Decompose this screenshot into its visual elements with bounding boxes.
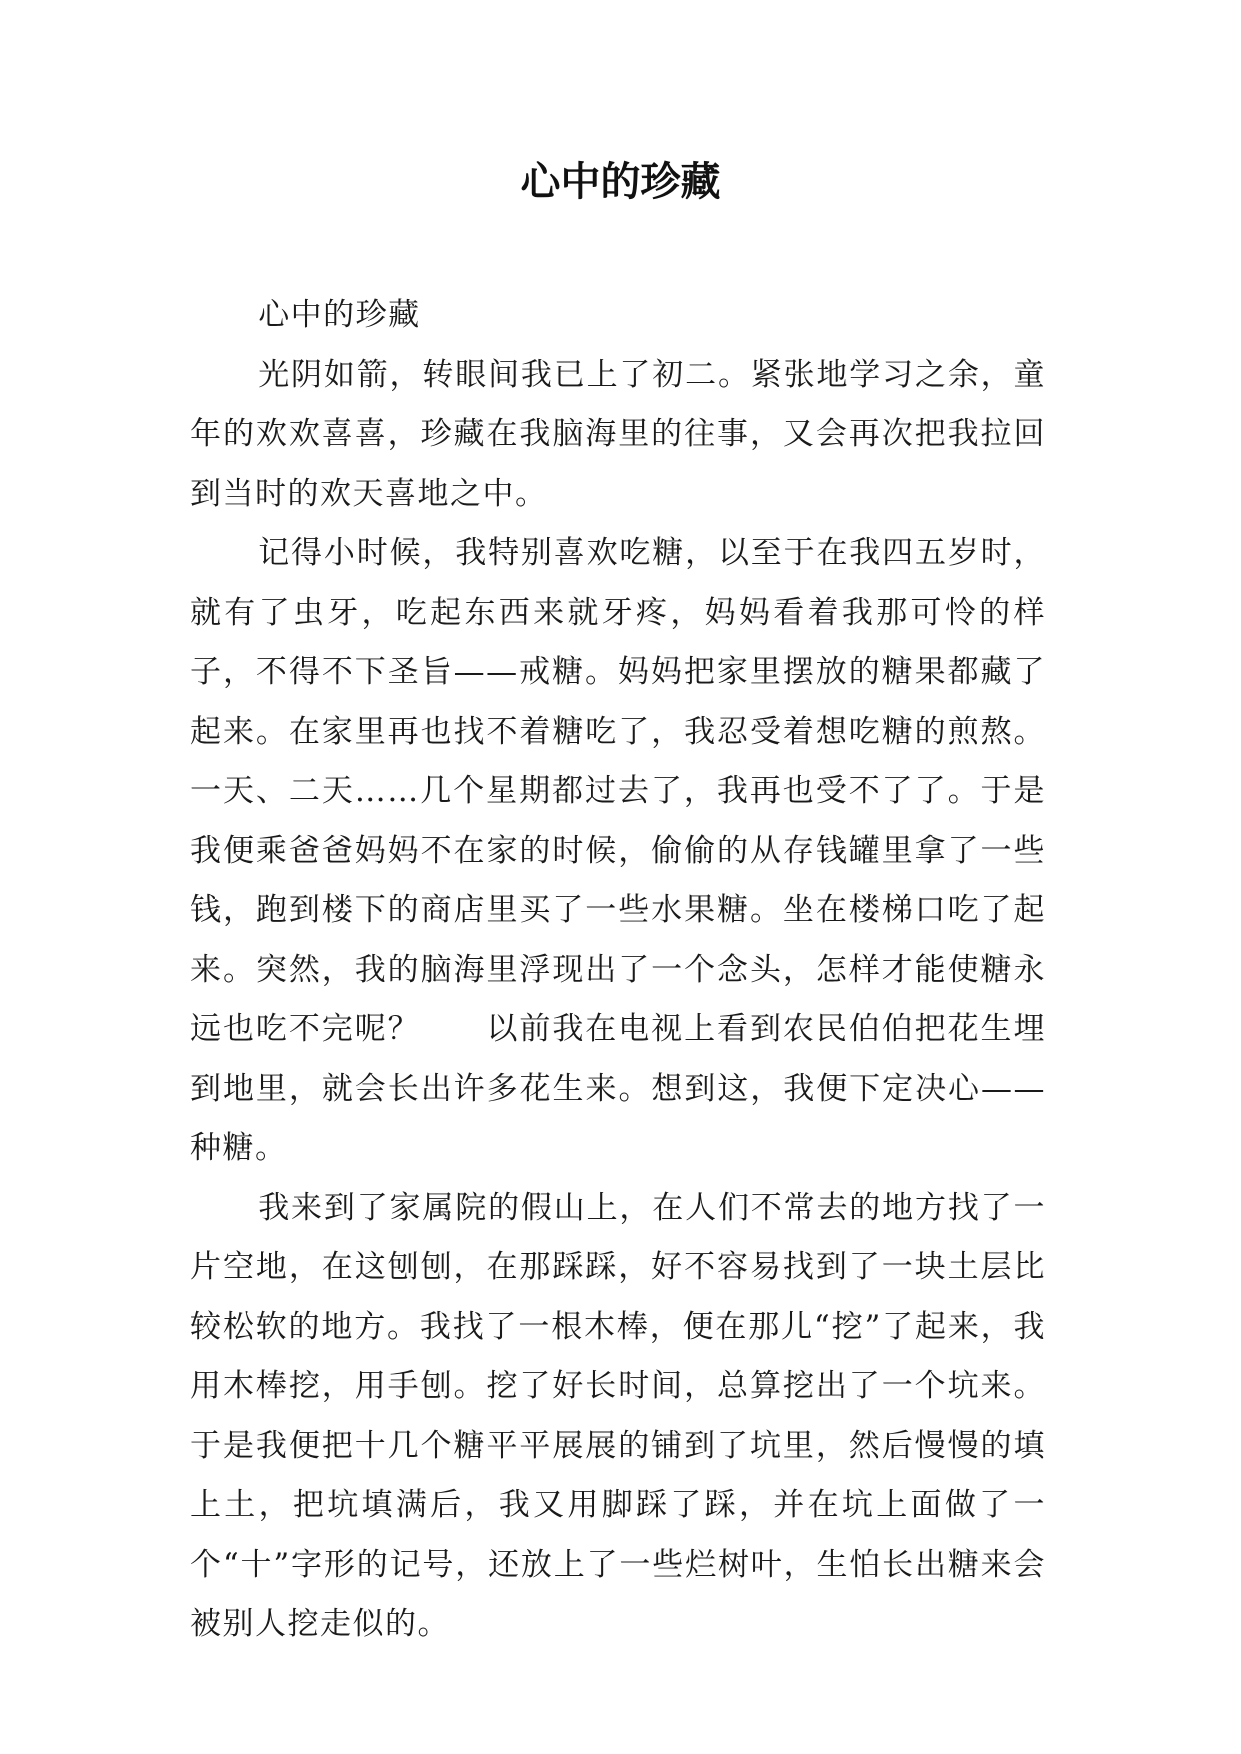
body-paragraph-1: 光阴如箭，转眼间我已上了初二。紧张地学习之余，童年的欢欢喜喜，珍藏在我脑海里的往事，又会再次把我拉回到当时的欢天喜地之中。 xyxy=(190,356,1046,512)
document-title: 心中的珍藏 xyxy=(520,159,721,205)
body-paragraph-3: 我来到了家属院的假山上，在人们不常去的地方找了一片空地，在这刨刨，在那踩踩，好不容易找到了一块土层比较松软的地方。我找了一根木棒，便在那儿“挖”了起来，我用木棒挖，用手刨。挖了好长时间，总算挖出了一个坑来。于是我便把十几个糖平平展展的铺到了坑里，然后慢慢的填上土，把坑填满后，我又用脚踩了踩，并在坑上面做了一个“十”字形的记号，还放上了一些烂树叶，生怕长出糖来会被别人挖走似的。 xyxy=(190,1189,1046,1642)
body-paragraph-2: 记得小时候，我特别喜欢吃糖，以至于在我四五岁时，就有了虫牙，吃起东西来就牙疼，妈妈看着我那可怜的样子，不得不下圣旨——戒糖。妈妈把家里摆放的糖果都藏了起来。在家里再也找不着糖吃了，我忍受着想吃糖的煎熬。一天、二天……几个星期都过去了，我再也受不了了。于是我便乘爸爸妈妈不在家的时候，偷偷的从存钱罐里拿了一些钱，跑到楼下的商店里买了一些水果糖。坐在楼梯口吃了起来。突然，我的脑海里浮现出了一个念头，怎样才能使糖永远也吃不完呢？ 以前我在电视上看到农民伯伯把花生埋到地里，就会长出许多花生来。想到这，我便下定决心——种糖。 xyxy=(190,535,1046,1166)
body-subheading: 心中的珍藏 xyxy=(258,297,421,333)
document-body xyxy=(190,286,1046,1655)
